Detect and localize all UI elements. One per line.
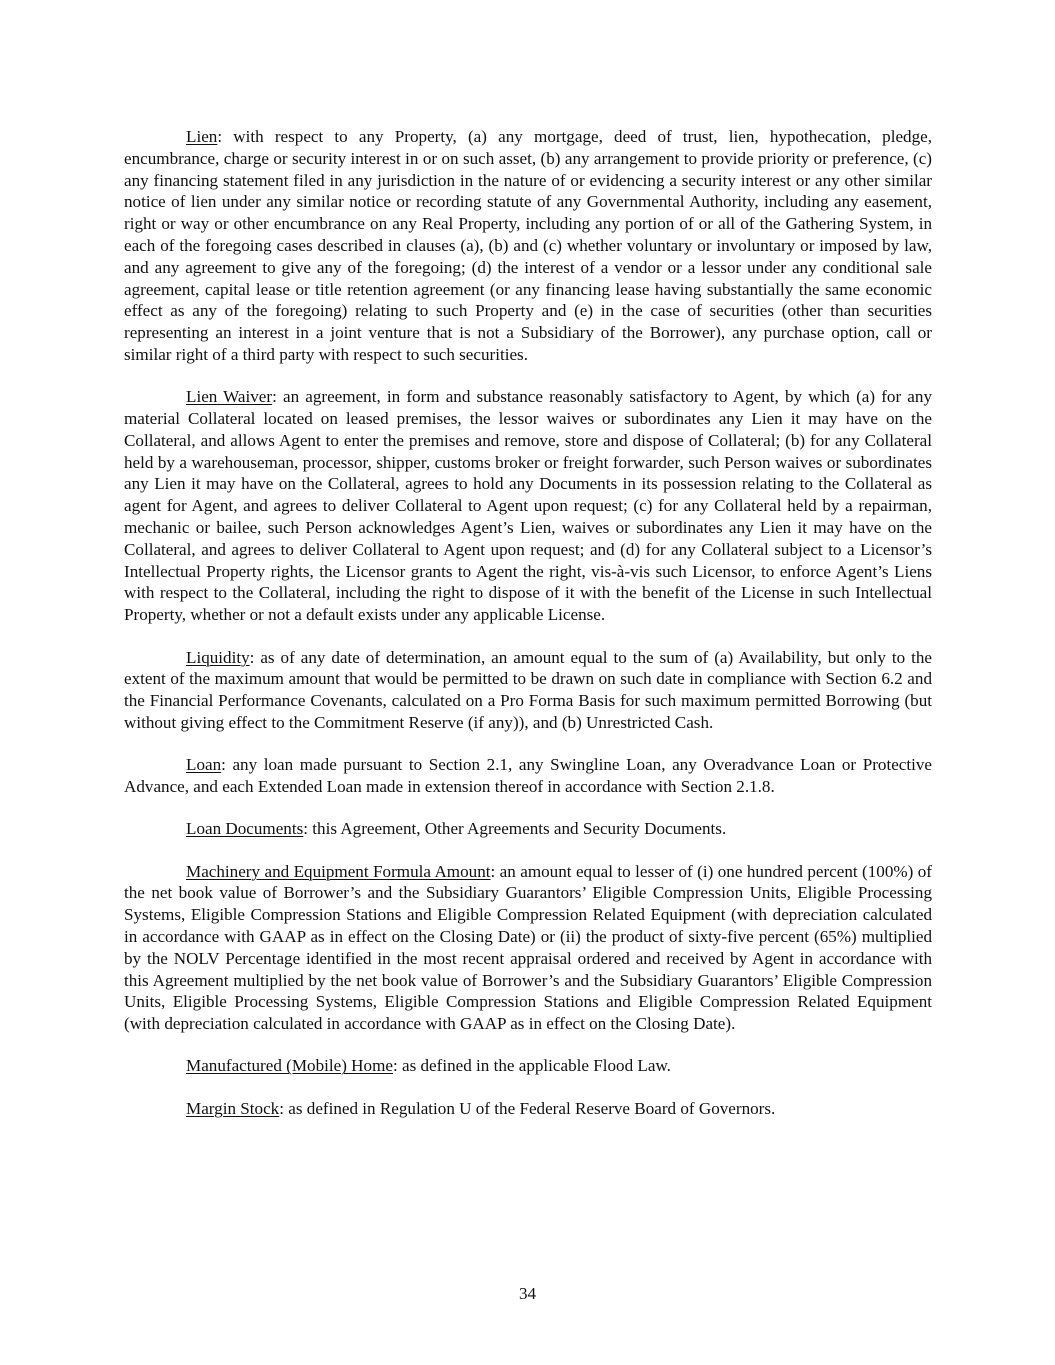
definition-text: : an amount equal to lesser of (i) one hundred percent (100%) of the net book value of Borrower’s and the Subsidiary Guarantors’ Eligible Compression Units, Eligible Processing Systems, Eligible Compression Stations and Eligible Compression Related Equipment (with depreciation calculated in accordance with GAAP as in effect on the Closing Date) or (ii) the product of sixty-five percent (65%) multiplied by the NOLV Percentage identified in the most recent appraisal ordered and received by Agent in accordance with this Agreement multiplied by the net book value of Borrower’s and the Subsidiary Guarantors’ Eligible Compression Units, Eligible Processing Systems, Eligible Compression Stations and Eligible Compression Related Equipment (with depreciation calculated in accordance with GAAP as in effect on the Closing Date). <box>124 861 932 1034</box>
definition-text: : as defined in the applicable Flood Law. <box>392 1056 671 1076</box>
definition-lien <box>124 126 932 366</box>
page-number: 34 <box>518 1284 537 1303</box>
defined-term: Manufactured (Mobile) Home <box>186 1056 393 1076</box>
definition-machinery-equipment-formula-amount <box>124 861 932 1035</box>
definition-lien-waiver <box>124 386 932 626</box>
definition-manufactured-mobile-home <box>124 1055 932 1077</box>
definition-text: : an agreement, in form and substance reasonably satisfactory to Agent, by which (a) for any material Collateral located on leased premises, the lessor waives or subordinates any Lien it may have on the Collateral, and allows Agent to enter the premises and remove, store and dispose of Collateral; (b) for any Collateral held by a warehouseman, processor, shipper, customs broker or freight forwarder, such Person waives or subordinates any Lien it may have on the Collateral, agrees to hold any Documents in its possession relating to the Collateral as agent for Agent, and agrees to deliver Collateral to Agent upon request; (c) for any Collateral held by a repairman, mechanic or bailee, such Person acknowledges Agent’s Lien, waives or subordinates any Lien it may have on the Collateral, and agrees to deliver Collateral to Agent upon request; and (d) for any Collateral subject to a Licensor’s Intellectual Property rights, the Licensor grants to Agent the right, vis-à-vis such Licensor, to enforce Agent’s Liens with respect to the Collateral, including the right to dispose of it with the benefit of the License in such Intellectual Property, whether or not a default exists under any applicable License. <box>124 387 932 625</box>
defined-term: Loan Documents <box>186 819 304 839</box>
definition-text: : with respect to any Property, (a) any mortgage, deed of trust, lien, hypothecation, pledge, encumbrance, charge or security interest in or on such asset, (b) any arrangement to provide priority or preference, (c) any financing statement filed in any jurisdiction in the nature of or evidencing a security interest or any other similar notice of lien under any similar notice or recording statute of any Governmental Authority, including any easement, right or way or other encumbrance on any Real Property, including any portion of or all of the Gathering System, in each of the foregoing cases described in clauses (a), (b) and (c) whether voluntary or involuntary or imposed by law, and any agreement to give any of the foregoing; (d) the interest of a vendor or a lessor under any conditional sale agreement, capital lease or title retention agreement (or any financing lease having substantially the same economic effect as any of the foregoing) relating to such Property and (e) in the case of securities (other than securities representing an interest in a joint venture that is not a Subsidiary of the Borrower), any purchase option, call or similar right of a third party with respect to such securities. <box>124 127 932 364</box>
document-page <box>124 126 932 1140</box>
definition-liquidity <box>124 647 932 734</box>
definition-text: : as defined in Regulation U of the Federal Reserve Board of Governors. <box>279 1098 776 1118</box>
definition-loan-documents <box>124 818 932 840</box>
defined-term: Lien <box>186 127 218 146</box>
defined-term: Loan <box>186 755 222 775</box>
definition-text: : this Agreement, Other Agreements and Security Documents. <box>303 819 727 839</box>
defined-term: Lien Waiver <box>186 387 273 407</box>
definition-loan <box>124 754 932 798</box>
definition-margin-stock <box>124 1098 932 1120</box>
definition-text: : as of any date of determination, an amount equal to the sum of (a) Availability, but only to the extent of the maximum amount that would be permitted to be drawn on such date in compliance with Section 6.2 and the Financial Performance Covenants, calculated on a Pro Forma Basis for such maximum permitted Borrowing (but without giving effect to the Commitment Reserve (if any)), and (b) Unrestricted Cash. <box>124 647 932 732</box>
defined-term: Machinery and Equipment Formula Amount <box>186 861 491 881</box>
defined-term: Margin Stock <box>186 1098 280 1118</box>
defined-term: Liquidity <box>186 647 250 667</box>
definition-text: : any loan made pursuant to Section 2.1, any Swingline Loan, any Overadvance Loan or Protective Advance, and each Extended Loan made in extension thereof in accordance with Section 2.1.8. <box>124 755 932 797</box>
